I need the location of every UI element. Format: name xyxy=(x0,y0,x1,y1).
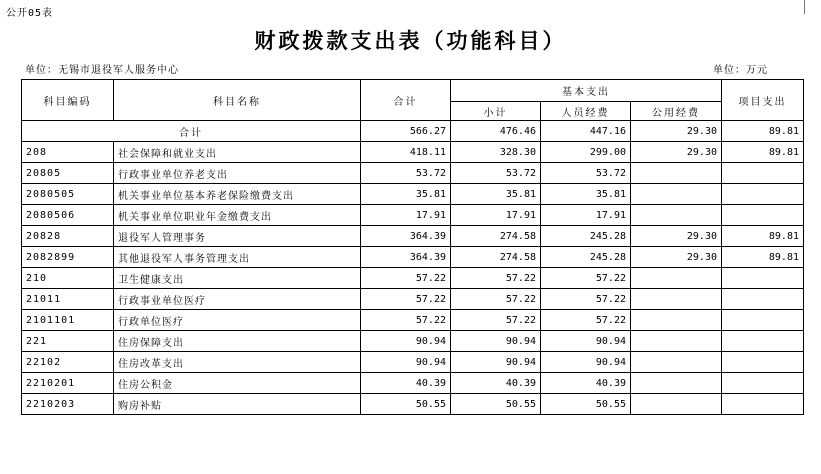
row-personnel-cell: 245.28 xyxy=(541,226,631,247)
row-total-cell: 418.11 xyxy=(361,142,451,163)
table-row xyxy=(22,205,804,226)
row-name-cell: 行政单位医疗 xyxy=(114,310,361,331)
total-row-label: 合计 xyxy=(22,121,361,142)
table-row xyxy=(22,394,804,415)
table-row xyxy=(22,247,804,268)
row-subtotal-cell: 40.39 xyxy=(451,373,541,394)
row-public-cell xyxy=(631,373,722,394)
row-public-cell xyxy=(631,184,722,205)
currency-unit-label: 单位：万元 xyxy=(713,65,768,76)
row-public-cell xyxy=(631,205,722,226)
col-header-public: 公用经费 xyxy=(631,102,722,121)
row-personnel-cell: 35.81 xyxy=(541,184,631,205)
total-row-public: 29.30 xyxy=(631,121,722,142)
row-total-cell: 364.39 xyxy=(361,226,451,247)
table-row xyxy=(22,226,804,247)
row-subtotal-cell: 53.72 xyxy=(451,163,541,184)
row-total-cell: 17.91 xyxy=(361,205,451,226)
row-subtotal-cell: 57.22 xyxy=(451,268,541,289)
table-row xyxy=(22,289,804,310)
total-row-subtotal: 476.46 xyxy=(451,121,541,142)
row-project-cell xyxy=(722,289,804,310)
sheet-tab-label: 公开05表 xyxy=(6,8,54,19)
row-project-cell xyxy=(722,352,804,373)
col-header-personnel: 人员经费 xyxy=(541,102,631,121)
row-subtotal-cell: 90.94 xyxy=(451,352,541,373)
row-total-cell: 35.81 xyxy=(361,184,451,205)
row-code-cell: 208 xyxy=(22,142,114,163)
row-project-cell xyxy=(722,373,804,394)
total-row xyxy=(22,121,804,142)
header-row xyxy=(22,80,804,102)
row-name-cell: 卫生健康支出 xyxy=(114,268,361,289)
row-name-cell: 其他退役军人事务管理支出 xyxy=(114,247,361,268)
row-name-cell: 行政事业单位养老支出 xyxy=(114,163,361,184)
col-header-total: 合计 xyxy=(361,80,451,121)
row-total-cell: 57.22 xyxy=(361,268,451,289)
table-row xyxy=(22,142,804,163)
row-personnel-cell: 90.94 xyxy=(541,331,631,352)
row-subtotal-cell: 274.58 xyxy=(451,226,541,247)
row-personnel-cell: 57.22 xyxy=(541,268,631,289)
row-name-cell: 机关事业单位职业年金缴费支出 xyxy=(114,205,361,226)
row-code-cell: 2080506 xyxy=(22,205,114,226)
row-public-cell xyxy=(631,163,722,184)
row-total-cell: 57.22 xyxy=(361,310,451,331)
col-header-code: 科目编码 xyxy=(22,80,114,121)
row-name-cell: 购房补贴 xyxy=(114,394,361,415)
row-public-cell xyxy=(631,310,722,331)
col-header-basic: 基本支出 xyxy=(451,80,722,102)
row-personnel-cell: 245.28 xyxy=(541,247,631,268)
row-code-cell: 210 xyxy=(22,268,114,289)
row-public-cell: 29.30 xyxy=(631,142,722,163)
row-personnel-cell: 53.72 xyxy=(541,163,631,184)
row-subtotal-cell: 57.22 xyxy=(451,289,541,310)
row-subtotal-cell: 328.30 xyxy=(451,142,541,163)
row-total-cell: 90.94 xyxy=(361,352,451,373)
row-project-cell xyxy=(722,163,804,184)
table-row xyxy=(22,310,804,331)
row-personnel-cell: 299.00 xyxy=(541,142,631,163)
table-row xyxy=(22,352,804,373)
table-row xyxy=(22,373,804,394)
row-project-cell: 89.81 xyxy=(722,247,804,268)
row-subtotal-cell: 57.22 xyxy=(451,310,541,331)
row-code-cell: 20805 xyxy=(22,163,114,184)
table-row xyxy=(22,268,804,289)
table-row xyxy=(22,184,804,205)
row-public-cell xyxy=(631,394,722,415)
row-total-cell: 364.39 xyxy=(361,247,451,268)
col-header-subtotal: 小计 xyxy=(451,102,541,121)
row-subtotal-cell: 35.81 xyxy=(451,184,541,205)
table-row xyxy=(22,163,804,184)
row-total-cell: 57.22 xyxy=(361,289,451,310)
row-project-cell xyxy=(722,331,804,352)
total-row-total: 566.27 xyxy=(361,121,451,142)
row-subtotal-cell: 90.94 xyxy=(451,331,541,352)
row-personnel-cell: 50.55 xyxy=(541,394,631,415)
row-project-cell xyxy=(722,184,804,205)
row-project-cell: 89.81 xyxy=(722,142,804,163)
row-public-cell: 29.30 xyxy=(631,226,722,247)
row-public-cell xyxy=(631,352,722,373)
unit-name-label: 单位：无锡市退役军人服务中心 xyxy=(25,65,179,76)
row-name-cell: 住房保障支出 xyxy=(114,331,361,352)
row-name-cell: 社会保障和就业支出 xyxy=(114,142,361,163)
row-public-cell: 29.30 xyxy=(631,247,722,268)
total-row-personnel: 447.16 xyxy=(541,121,631,142)
row-subtotal-cell: 17.91 xyxy=(451,205,541,226)
total-row-project: 89.81 xyxy=(722,121,804,142)
row-subtotal-cell: 50.55 xyxy=(451,394,541,415)
row-public-cell xyxy=(631,268,722,289)
row-project-cell xyxy=(722,394,804,415)
row-personnel-cell: 90.94 xyxy=(541,352,631,373)
row-name-cell: 机关事业单位基本养老保险缴费支出 xyxy=(114,184,361,205)
row-personnel-cell: 17.91 xyxy=(541,205,631,226)
row-code-cell: 2210201 xyxy=(22,373,114,394)
row-personnel-cell: 57.22 xyxy=(541,310,631,331)
row-name-cell: 住房公积金 xyxy=(114,373,361,394)
row-code-cell: 2080505 xyxy=(22,184,114,205)
row-name-cell: 住房改革支出 xyxy=(114,352,361,373)
row-code-cell: 20828 xyxy=(22,226,114,247)
row-code-cell: 2101101 xyxy=(22,310,114,331)
report-title: 财政拨款支出表（功能科目） xyxy=(254,28,567,53)
row-project-cell xyxy=(722,205,804,226)
column-edge-divider xyxy=(804,0,805,14)
row-name-cell: 行政事业单位医疗 xyxy=(114,289,361,310)
table-row xyxy=(22,331,804,352)
row-code-cell: 21011 xyxy=(22,289,114,310)
row-code-cell: 2082899 xyxy=(22,247,114,268)
row-subtotal-cell: 274.58 xyxy=(451,247,541,268)
row-personnel-cell: 57.22 xyxy=(541,289,631,310)
row-total-cell: 50.55 xyxy=(361,394,451,415)
row-code-cell: 22102 xyxy=(22,352,114,373)
row-public-cell xyxy=(631,289,722,310)
row-project-cell xyxy=(722,268,804,289)
row-total-cell: 53.72 xyxy=(361,163,451,184)
row-public-cell xyxy=(631,331,722,352)
col-header-project: 项目支出 xyxy=(722,80,804,121)
row-project-cell: 89.81 xyxy=(722,226,804,247)
row-total-cell: 40.39 xyxy=(361,373,451,394)
row-total-cell: 90.94 xyxy=(361,331,451,352)
row-code-cell: 2210203 xyxy=(22,394,114,415)
row-name-cell: 退役军人管理事务 xyxy=(114,226,361,247)
row-code-cell: 221 xyxy=(22,331,114,352)
col-header-name: 科目名称 xyxy=(114,80,361,121)
row-project-cell xyxy=(722,310,804,331)
row-personnel-cell: 40.39 xyxy=(541,373,631,394)
expenditure-table xyxy=(21,79,804,415)
